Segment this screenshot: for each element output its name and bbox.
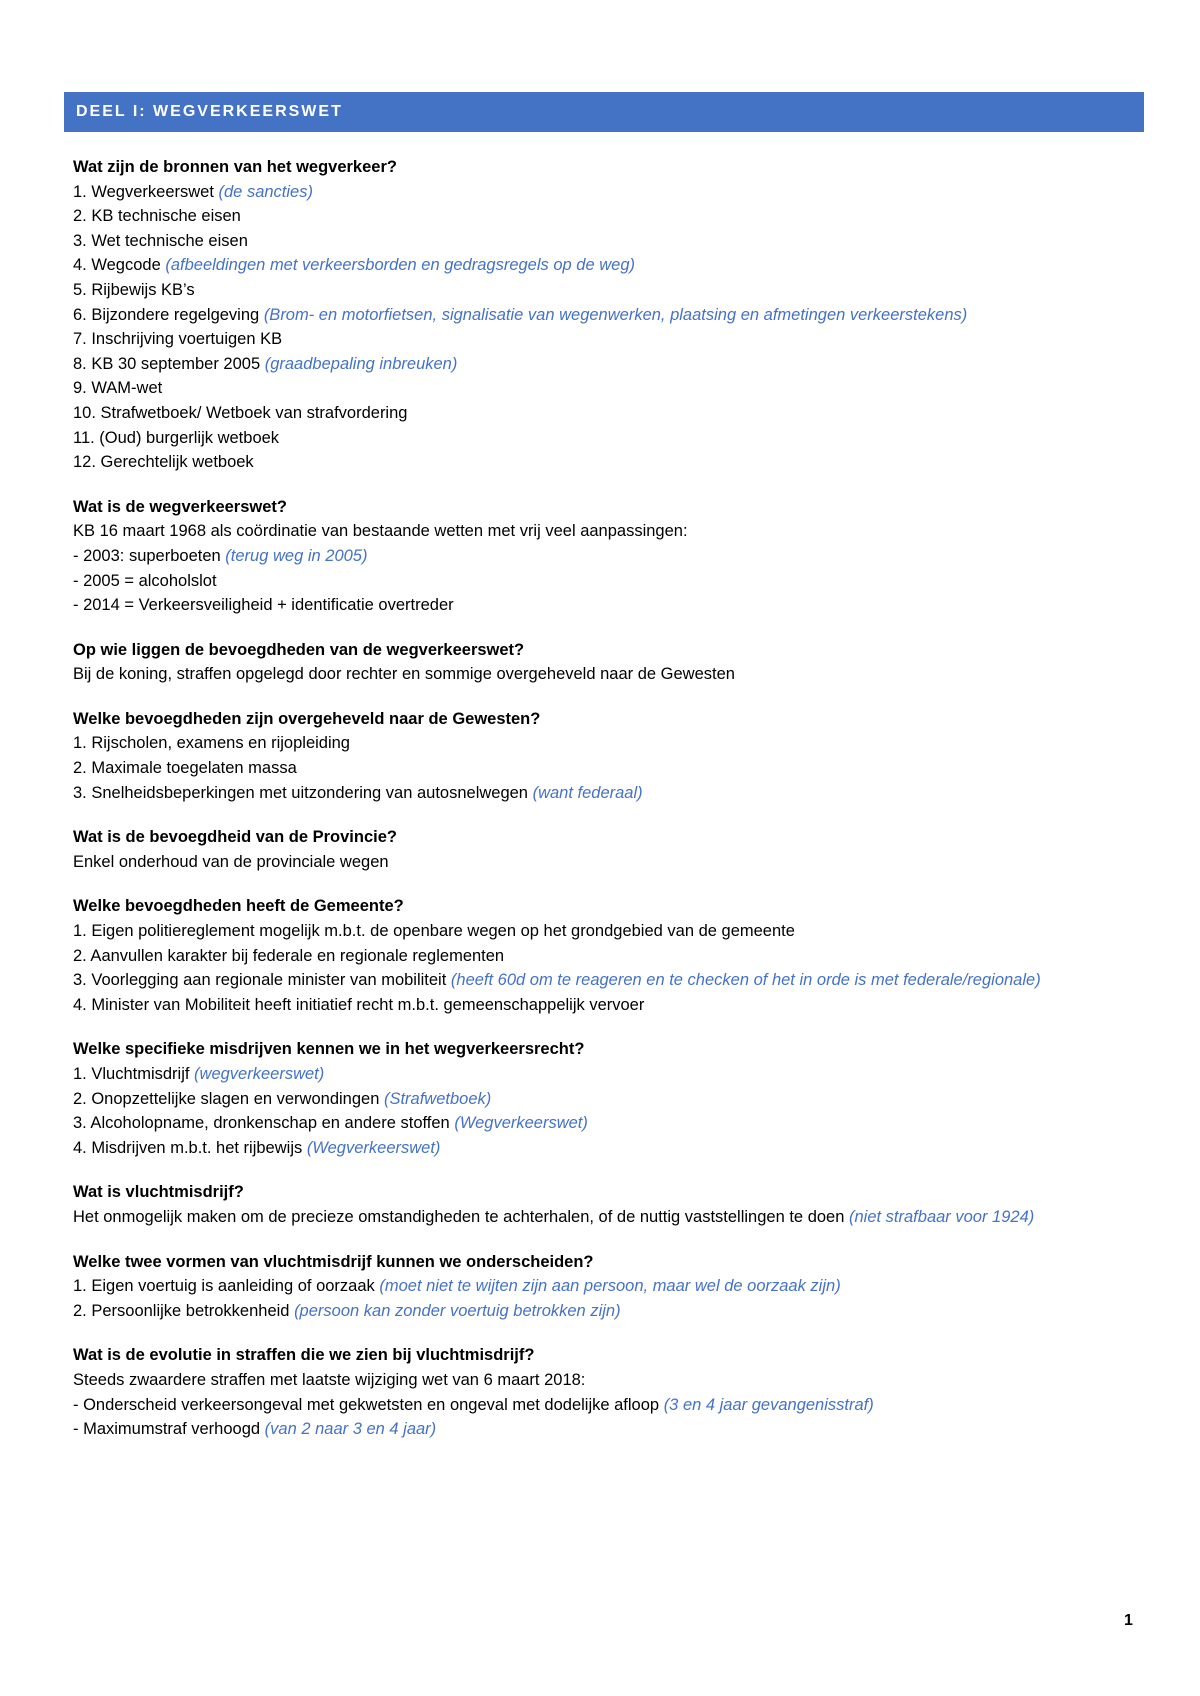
answer-line bbox=[73, 327, 1123, 352]
answer-note: (graadbepaling inbreuken) bbox=[264, 354, 458, 373]
answer-note: (afbeeldingen met verkeersborden en gedragsregels op de weg) bbox=[165, 256, 635, 275]
answer-line bbox=[73, 1062, 1123, 1087]
answer-text: - 2005 = alcoholslot bbox=[73, 571, 217, 590]
qa-block bbox=[73, 638, 1123, 687]
answer-text: 3. Wet technische eisen bbox=[73, 231, 248, 250]
answer-line bbox=[73, 1111, 1123, 1136]
qa-block bbox=[73, 1343, 1123, 1441]
answer-text: 3. Voorlegging aan regionale minister van mobiliteit bbox=[73, 971, 447, 990]
answer-text: Enkel onderhoud van de provinciale wegen bbox=[73, 852, 389, 871]
answer-note: (niet strafbaar voor 1924) bbox=[849, 1207, 1035, 1226]
page-number: 1 bbox=[1124, 1612, 1133, 1629]
answer-line bbox=[73, 229, 1123, 254]
answer-line bbox=[73, 303, 1123, 328]
answer-line bbox=[73, 278, 1123, 303]
question-heading: Welke bevoegdheden heeft de Gemeente? bbox=[73, 897, 404, 916]
section-header bbox=[64, 92, 1144, 132]
qa-block bbox=[73, 894, 1123, 1017]
answer-line bbox=[73, 1136, 1123, 1161]
answer-text: KB 16 maart 1968 als coördinatie van bestaande wetten met vrij veel aanpassingen: bbox=[73, 522, 688, 541]
question-heading: Wat is de wegverkeerswet? bbox=[73, 497, 287, 516]
answer-note: (Strafwetboek) bbox=[383, 1089, 492, 1108]
answer-text: - Maximumstraf verhoogd bbox=[73, 1420, 261, 1439]
question-heading: Welke specifieke misdrijven kennen we in het wegverkeersrecht? bbox=[73, 1040, 585, 1059]
answer-text: 2. Maximale toegelaten massa bbox=[73, 759, 297, 778]
answer-note: (Brom- en motorfietsen, signalisatie van wegenwerken, plaatsing en afmetingen verkeerstekens) bbox=[263, 305, 968, 324]
answer-text: - Onderscheid verkeersongeval met gekwetsten en ongeval met dodelijke afloop bbox=[73, 1395, 660, 1414]
answer-text: Het onmogelijk maken om de precieze omstandigheden te achterhalen, of de nuttig vaststellingen te doen bbox=[73, 1207, 845, 1226]
answer-note: (want federaal) bbox=[532, 783, 643, 802]
answer-note: (Wegverkeerswet) bbox=[306, 1138, 441, 1157]
answer-line bbox=[73, 944, 1123, 969]
answer-line bbox=[73, 662, 1123, 687]
answer-text: 3. Snelheidsbeperkingen met uitzondering van autosnelwegen bbox=[73, 783, 528, 802]
answer-text: - 2003: superboeten bbox=[73, 546, 221, 565]
section-title: DEEL I: WEGVERKEERSWET bbox=[76, 103, 343, 120]
answer-text: 4. Misdrijven m.b.t. het rijbewijs bbox=[73, 1138, 303, 1157]
answer-text: 8. KB 30 september 2005 bbox=[73, 354, 261, 373]
question-heading: Wat is vluchtmisdrijf? bbox=[73, 1183, 244, 1202]
answer-line bbox=[73, 352, 1123, 377]
answer-line bbox=[73, 1299, 1123, 1324]
answer-text: 3. Alcoholopname, dronkenschap en andere stoffen bbox=[73, 1114, 450, 1133]
answer-line bbox=[73, 993, 1123, 1018]
answer-text: 12. Gerechtelijk wetboek bbox=[73, 453, 254, 472]
answer-line bbox=[73, 544, 1123, 569]
answer-note: (Wegverkeerswet) bbox=[454, 1114, 588, 1133]
answer-line bbox=[73, 1417, 1123, 1442]
qa-block bbox=[73, 707, 1123, 805]
answer-text: - 2014 = Verkeersveiligheid + identificatie overtreder bbox=[73, 596, 454, 615]
answer-line bbox=[73, 1393, 1123, 1418]
question-heading: Wat zijn de bronnen van het wegverkeer? bbox=[73, 158, 397, 176]
document-body bbox=[73, 155, 1123, 1462]
answer-text: 5. Rijbewijs KB’s bbox=[73, 280, 195, 299]
answer-line bbox=[73, 593, 1123, 618]
answer-text: 4. Minister van Mobiliteit heeft initiatief recht m.b.t. gemeenschappelijk vervoer bbox=[73, 995, 645, 1014]
answer-line bbox=[73, 1274, 1123, 1299]
qa-block bbox=[73, 1037, 1123, 1160]
answer-note: (moet niet te wijten zijn aan persoon, maar wel de oorzaak zijn) bbox=[379, 1277, 841, 1296]
answer-line bbox=[73, 450, 1123, 475]
answer-line bbox=[73, 1205, 1123, 1230]
answer-line bbox=[73, 569, 1123, 594]
answer-line bbox=[73, 781, 1123, 806]
answer-line bbox=[73, 401, 1123, 426]
answer-line bbox=[73, 850, 1123, 875]
qa-block bbox=[73, 1180, 1123, 1229]
answer-text: 2. KB technische eisen bbox=[73, 207, 241, 226]
answer-note: (persoon kan zonder voertuig betrokken zijn) bbox=[294, 1301, 621, 1320]
answer-text: 7. Inschrijving voertuigen KB bbox=[73, 330, 283, 349]
answer-line bbox=[73, 968, 1123, 993]
answer-note: (wegverkeerswet) bbox=[194, 1065, 325, 1083]
answer-text: 10. Strafwetboek/ Wetboek van strafvordering bbox=[73, 403, 408, 422]
answer-line bbox=[73, 1087, 1123, 1112]
answer-line bbox=[73, 919, 1123, 944]
answer-line bbox=[73, 376, 1123, 401]
answer-note: (3 en 4 jaar gevangenisstraf) bbox=[663, 1395, 874, 1414]
qa-block bbox=[73, 1250, 1123, 1324]
question-heading: Wat is de bevoegdheid van de Provincie? bbox=[73, 828, 397, 847]
answer-text: 2. Aanvullen karakter bij federale en regionale reglementen bbox=[73, 946, 505, 965]
answer-text: Bij de koning, straffen opgelegd door rechter en sommige overgeheveld naar de Gewesten bbox=[73, 665, 735, 684]
answer-line bbox=[73, 204, 1123, 229]
answer-text: Steeds zwaardere straffen met laatste wijziging wet van 6 maart 2018: bbox=[73, 1370, 586, 1389]
answer-text: 1. Eigen politiereglement mogelijk m.b.t. de openbare wegen op het grondgebied van de gemeente bbox=[73, 922, 795, 941]
question-heading: Welke bevoegdheden zijn overgeheveld naar de Gewesten? bbox=[73, 709, 541, 728]
answer-line bbox=[73, 756, 1123, 781]
answer-text: 1. Eigen voertuig is aanleiding of oorzaak bbox=[73, 1277, 375, 1296]
question-heading: Wat is de evolutie in straffen die we zien bij vluchtmisdrijf? bbox=[73, 1346, 535, 1365]
question-heading: Welke twee vormen van vluchtmisdrijf kunnen we onderscheiden? bbox=[73, 1252, 594, 1271]
answer-text: 9. WAM-wet bbox=[73, 379, 163, 398]
answer-line bbox=[73, 731, 1123, 756]
qa-block bbox=[73, 495, 1123, 618]
answer-line bbox=[73, 180, 1123, 205]
answer-line bbox=[73, 426, 1123, 451]
answer-line bbox=[73, 519, 1123, 544]
answer-text: 1. Wegverkeerswet bbox=[73, 182, 214, 201]
answer-note: (de sancties) bbox=[218, 182, 313, 201]
qa-block bbox=[73, 155, 1123, 475]
answer-text: 6. Bijzondere regelgeving bbox=[73, 305, 260, 324]
answer-note: (terug weg in 2005) bbox=[225, 546, 368, 565]
qa-block bbox=[73, 825, 1123, 874]
answer-line bbox=[73, 253, 1123, 278]
answer-text: 4. Wegcode bbox=[73, 256, 161, 275]
answer-note: (heeft 60d om te reageren en te checken of het in orde is met federale/regionale) bbox=[450, 971, 1041, 990]
answer-text: 2. Persoonlijke betrokkenheid bbox=[73, 1301, 290, 1320]
answer-line bbox=[73, 1368, 1123, 1393]
question-heading: Op wie liggen de bevoegdheden van de wegverkeerswet? bbox=[73, 640, 525, 659]
answer-text: 2. Onopzettelijke slagen en verwondingen bbox=[73, 1089, 380, 1108]
answer-text: 11. (Oud) burgerlijk wetboek bbox=[73, 428, 280, 447]
answer-text: 1. Rijscholen, examens en rijopleiding bbox=[73, 734, 350, 753]
answer-note: (van 2 naar 3 en 4 jaar) bbox=[264, 1420, 437, 1439]
answer-text: 1. Vluchtmisdrijf bbox=[73, 1065, 190, 1083]
